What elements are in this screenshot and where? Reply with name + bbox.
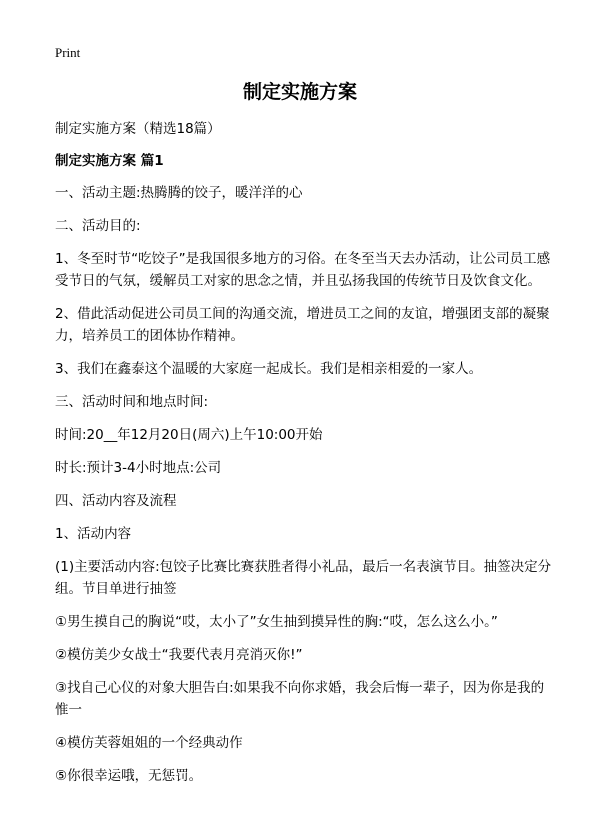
program-item-4: ④模仿芙蓉姐姐的一个经典动作: [55, 735, 243, 751]
activity-purpose-heading: 二、活动目的:: [55, 218, 141, 234]
purpose-item-2: 2、借此活动促进公司员工间的沟通交流，增进员工之间的友谊，增强团支部的凝聚力，培养员工的团体协作精神。: [55, 306, 550, 344]
purpose-item-3: 3、我们在鑫泰这个温暖的大家庭一起成长。我们是相亲相爱的一家人。: [55, 361, 483, 377]
document-subtitle: 制定实施方案（精选18篇）: [55, 121, 221, 137]
activity-content-heading: 1、活动内容: [55, 526, 132, 542]
section-heading: 制定实施方案 篇1: [55, 153, 164, 169]
program-item-1: ①男生摸自己的胸说“哎，太小了”女生抽到摸异性的胸:“哎，怎么这么小。”: [55, 614, 498, 630]
content-flow-heading: 四、活动内容及流程: [55, 493, 177, 509]
activity-duration-place: 时长:预计3-4小时地点:公司: [55, 460, 222, 476]
activity-theme: 一、活动主题:热腾腾的饺子，暖洋洋的心: [55, 185, 303, 201]
print-label: Print: [55, 45, 81, 60]
activity-time: 时间:20__年12月20日(周六)上午10:00开始: [55, 427, 323, 443]
time-place-heading: 三、活动时间和地点时间:: [55, 394, 209, 410]
program-item-3: ③找自己心仪的对象大胆告白:如果我不向你求婚，我会后悔一辈子，因为你是我的惟一: [55, 680, 545, 718]
document-body: [55, 118, 555, 798]
program-item-2: ②模仿美少女战士“我要代表月亮消灭你!”: [55, 647, 303, 663]
purpose-item-1: 1、冬至时节“吃饺子”是我国很多地方的习俗。在冬至当天去办活动，让公司员工感受节日的气氛，缓解员工对家的思念之情，并且弘扬我国的传统节日及饮食文化。: [55, 251, 551, 289]
program-item-5: ⑤你很幸运哦，无惩罚。: [55, 768, 203, 784]
document-title: 制定实施方案: [242, 81, 357, 103]
main-activity-content: (1)主要活动内容:包饺子比赛比赛获胜者得小礼品，最后一名表演节目。抽签决定分组。节目单进行抽签: [55, 559, 552, 597]
